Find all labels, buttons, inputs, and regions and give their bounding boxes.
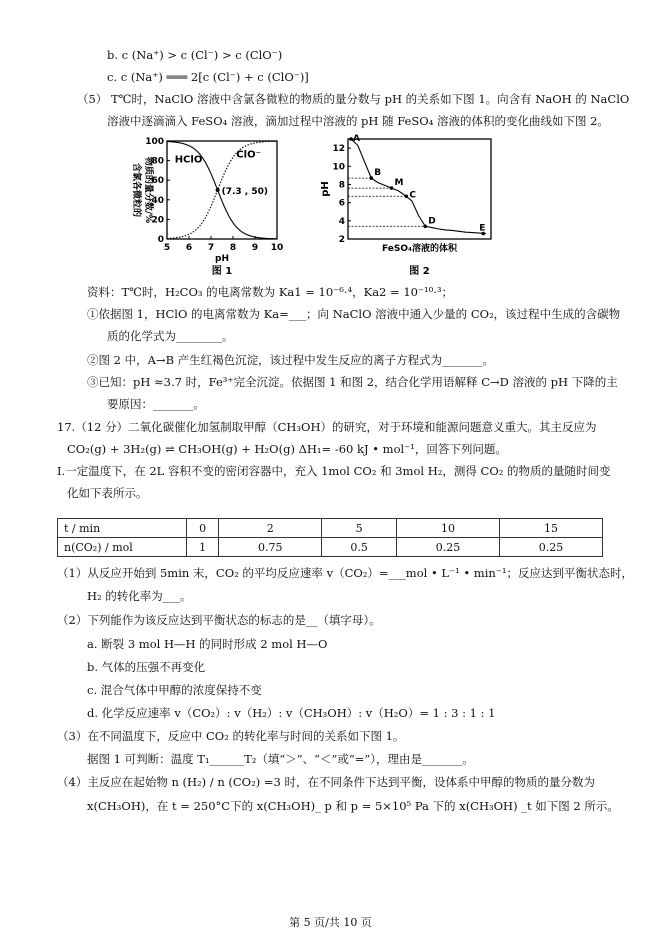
q17-sub3-line2: 据图 1 可判断：温度 T₁______T₂（填“＞”、“＜”或“=”），理由是_______。	[87, 752, 474, 766]
q17-option-d: d. 化学反应速率 v（CO₂）: v（H₂）: v（CH₃OH）: v（H₂O）= 1 : 3 : 1 : 1	[87, 706, 496, 720]
q17-sub4-line2: x(CH₃OH)，在 t = 250°C下的 x(CH₃OH)_ p 和 p = 5×10⁵ Pa 下的 x(CH₃OH) _t 如下图 2 所示。	[87, 799, 619, 813]
sub-question-1-line2: 质的化学式为________。	[107, 329, 234, 343]
sub-question-3-line1: ③已知：pH ≈3.7 时，Fe³⁺完全沉淀。依据图 1 和图 2，结合化学用语解释 C→D 溶液的 pH 下降的主	[87, 375, 618, 389]
y-axis-label-line1: 含氯各微粒的	[131, 162, 141, 218]
q17-sub3-line1: （3）在不同温度下，反应中 CO₂ 的转化率与时间的关系如下图 1。	[57, 729, 405, 743]
q17-sub1-line2: H₂ 的转化率为___。	[87, 589, 192, 603]
table-header-row	[58, 519, 603, 538]
sub-question-1-line1: ①依据图 1，HClO 的电离常数为 Ka=___；向 NaClO 溶液中通入少量的 CO₂，该过程中生成的含碳物	[87, 307, 621, 321]
table-cell: 2	[219, 519, 322, 538]
sub-question-3-line2: 要原因：_______。	[107, 397, 205, 411]
x-tick-label: 10	[270, 243, 284, 253]
question-17-reaction: CO₂(g) + 3H₂(g) ⇌ CH₃OH(g) + H₂O(g) ΔH₁= -60 kJ • mol⁻¹，回答下列问题。	[67, 442, 507, 456]
point-m	[390, 186, 394, 190]
table-cell: 10	[396, 519, 499, 538]
table-cell: t / min	[58, 519, 187, 538]
table-cell: n(CO₂) / mol	[58, 538, 187, 557]
figure-2-chart	[318, 133, 503, 278]
figure-1-caption: 图 1	[211, 266, 233, 277]
x-axis-label: pH	[215, 254, 229, 264]
point-label-c: C	[409, 190, 416, 201]
option-b: b. c (Na⁺) > c (Cl⁻) > c (ClO⁻)	[107, 48, 283, 62]
y-tick-label: 10	[332, 162, 345, 173]
point-label-m: M	[394, 178, 404, 189]
y-tick-label: 12	[332, 144, 345, 155]
q17-option-c: c. 混合气体中甲醇的浓度保持不变	[87, 683, 262, 697]
point-label-e: E	[479, 223, 486, 234]
y-tick-label: 0	[157, 235, 164, 245]
table-cell: 0.5	[322, 538, 397, 557]
question-17-line1: 17.（12 分）二氧化碳催化加氢制取甲醇（CH₃OH）的研究，对于环境和能源问题意义重大。其主反应为	[57, 420, 597, 434]
table-cell: 0	[187, 519, 219, 538]
x-tick-label: 6	[185, 243, 193, 253]
table-cell: 0.25	[499, 538, 602, 557]
option-c: c. c (Na⁺) ═══ 2[c (Cl⁻) + c (ClO⁻)]	[107, 70, 309, 84]
table-row	[58, 538, 603, 557]
figure-2-caption: 图 2	[409, 266, 430, 277]
y-tick-label: 2	[338, 235, 345, 245]
ph-curve	[351, 139, 486, 234]
x-axis-label: FeSO₄溶液的体积	[382, 244, 457, 254]
table-cell: 0.25	[396, 538, 499, 557]
y-tick-label: 4	[338, 216, 345, 227]
figure-1-chart	[122, 133, 292, 278]
intersection-label: (7.3 , 50)	[221, 187, 268, 197]
q17-sub2: （2）下列能作为该反应达到平衡状态的标志的是__（填字母）。	[57, 613, 381, 627]
part-i-line2: 化如下表所示。	[67, 486, 148, 500]
clo-label: ClO⁻	[236, 149, 261, 161]
q17-sub1-line1: （1）从反应开始到 5min 末，CO₂ 的平均反应速率 v（CO₂）=___mol • L⁻¹ • min⁻¹；反应达到平衡状态时，	[57, 566, 633, 580]
hclo-label: HClO	[174, 154, 203, 166]
y-tick-label: 8	[338, 180, 345, 191]
y-tick-label: 6	[338, 198, 345, 209]
point-d	[423, 224, 427, 228]
q17-option-a: a. 断裂 3 mol H—H 的同时形成 2 mol H—O	[87, 637, 328, 651]
part-i-line1: Ⅰ.一定温度下，在 2L 容积不变的密闭容器中，充入 1mol CO₂ 和 3mol H₂，测得 CO₂ 的物质的量随时间变	[57, 464, 611, 478]
point-label-d: D	[428, 216, 436, 227]
intersection-point	[216, 188, 220, 192]
co2-table	[57, 518, 603, 557]
plot-frame	[348, 139, 491, 239]
x-tick-label: 7	[207, 243, 215, 253]
x-tick-label: 8	[229, 243, 237, 253]
question-5-line1: （5） T℃时，NaClO 溶液中含氯各微粒的物质的量分数与 pH 的关系如下图 1。向含有 NaOH 的 NaClO	[77, 92, 630, 106]
point-c	[405, 194, 409, 198]
y-tick-label: 100	[145, 137, 164, 147]
q17-sub4-line1: （4）主反应在起始物 n (H₂) / n (CO₂) =3 时，在不同条件下达到平衡，设体系中甲醇的物质的量分数为	[57, 775, 595, 789]
page-footer: 第 5 页/共 10 页	[289, 916, 372, 929]
y-tick-label: 20	[151, 215, 164, 226]
y-axis-label-line2: 物质的量分数/%	[143, 156, 153, 224]
table-cell: 15	[499, 519, 602, 538]
x-tick-label: 9	[251, 243, 259, 253]
data-note: 资料：T℃时，H₂CO₃ 的电离常数为 Ka1 = 10⁻⁶·⁴，Ka2 = 10⁻¹⁰·³；	[87, 285, 454, 299]
y-tick-label: 80	[151, 156, 164, 167]
question-5-line2: 溶液中逐滴滴入 FeSO₄ 溶液，滴加过程中溶液的 pH 随 FeSO₄ 溶液的体积的变化曲线如下图 2。	[107, 114, 609, 128]
table-cell: 5	[322, 519, 397, 538]
point-label-b: B	[374, 168, 382, 179]
table-cell: 1	[187, 538, 219, 557]
y-axis-label: pH	[320, 181, 331, 197]
y-tick-label: 60	[151, 176, 164, 187]
point-b	[369, 176, 373, 180]
sub-question-2: ②图 2 中，A→B 产生红褐色沉淀，该过程中发生反应的离子方程式为_______。	[87, 353, 494, 367]
x-tick-label: 5	[163, 243, 171, 253]
point-label-a: A	[353, 134, 360, 144]
q17-option-b: b. 气体的压强不再变化	[87, 660, 206, 674]
y-tick-label: 40	[151, 195, 164, 206]
table-cell: 0.75	[219, 538, 322, 557]
